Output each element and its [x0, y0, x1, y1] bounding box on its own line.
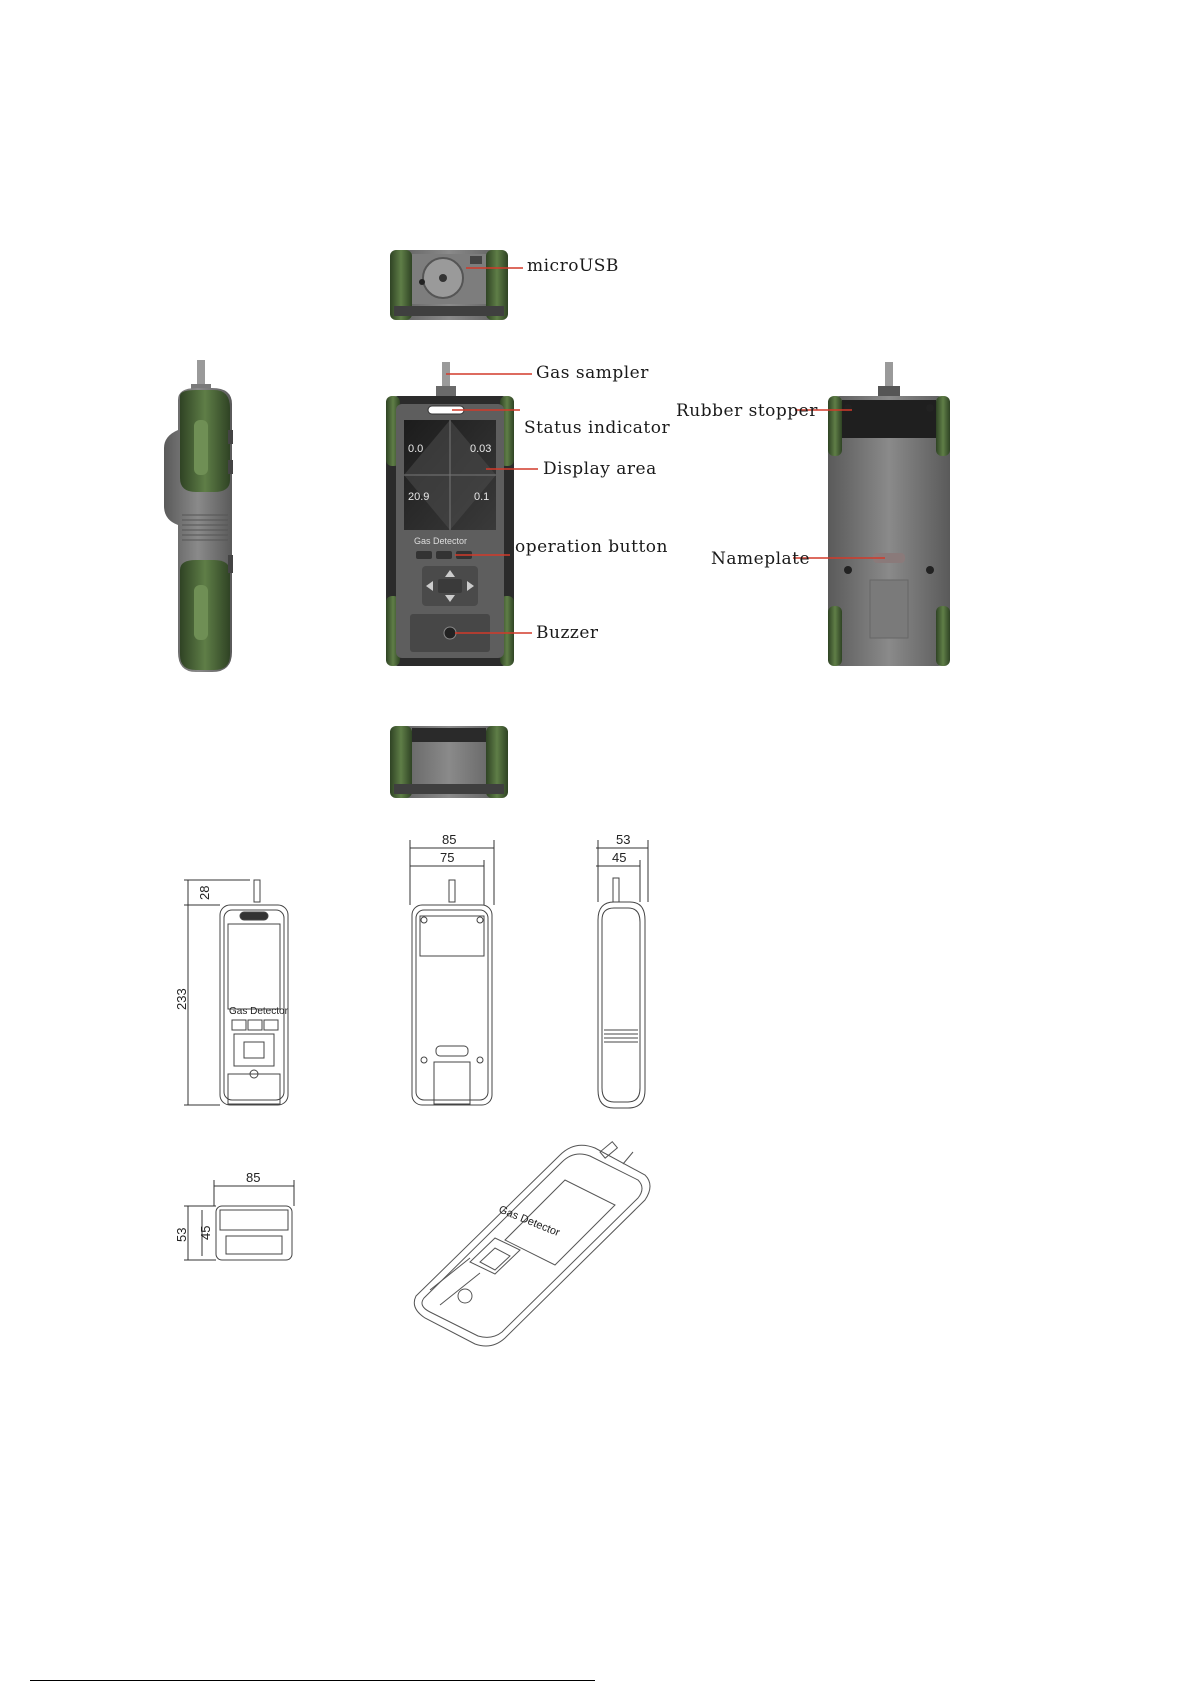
callout-microusb: microUSB	[527, 256, 619, 276]
back-inner-width-dimension: 75	[440, 850, 455, 865]
side-outer-depth-dimension: 53	[616, 832, 631, 847]
callout-status-indicator: Status indicator	[524, 418, 671, 438]
isometric-line-drawing	[414, 1142, 650, 1346]
callout-operation-button: operation button	[515, 537, 668, 557]
screen-reading-4: 0.1	[474, 491, 490, 503]
back-view-device	[828, 362, 950, 666]
back-line-drawing	[412, 880, 492, 1105]
bottom-outer-depth-dimension: 53	[174, 1227, 189, 1242]
page-bottom-rule	[30, 1680, 595, 1681]
bottom-inner-depth-dimension: 45	[198, 1225, 213, 1240]
bottom-view-device	[390, 726, 508, 798]
back-outer-width-dimension: 85	[442, 832, 457, 847]
callout-buzzer: Buzzer	[536, 623, 599, 643]
bottom-line-drawing	[216, 1206, 292, 1260]
side-view-device	[164, 360, 233, 672]
screen-reading-1: 0.0	[408, 443, 424, 455]
top-view-device	[390, 250, 508, 320]
front-brand-label: Gas Detector	[414, 536, 468, 546]
screen-reading-2: 0.03	[470, 443, 492, 455]
side-line-drawing	[598, 878, 645, 1108]
front-top-dimension: 28	[197, 885, 212, 900]
front-drawing-brand-label: Gas Detector	[229, 1006, 288, 1017]
front-height-dimension: 233	[174, 988, 189, 1010]
bottom-dimension-lines	[184, 1180, 294, 1260]
bottom-width-dimension: 85	[246, 1170, 261, 1185]
callout-rubber-stopper: Rubber stopper	[676, 401, 818, 421]
callout-display-area: Display area	[543, 459, 657, 479]
isometric-brand-label: Gas Detector	[496, 1203, 562, 1240]
callout-gas-sampler: Gas sampler	[536, 363, 649, 383]
callout-nameplate: Nameplate	[711, 549, 811, 569]
side-inner-depth-dimension: 45	[612, 850, 627, 865]
front-line-drawing	[220, 880, 288, 1105]
screen-reading-3: 20.9	[408, 491, 430, 503]
